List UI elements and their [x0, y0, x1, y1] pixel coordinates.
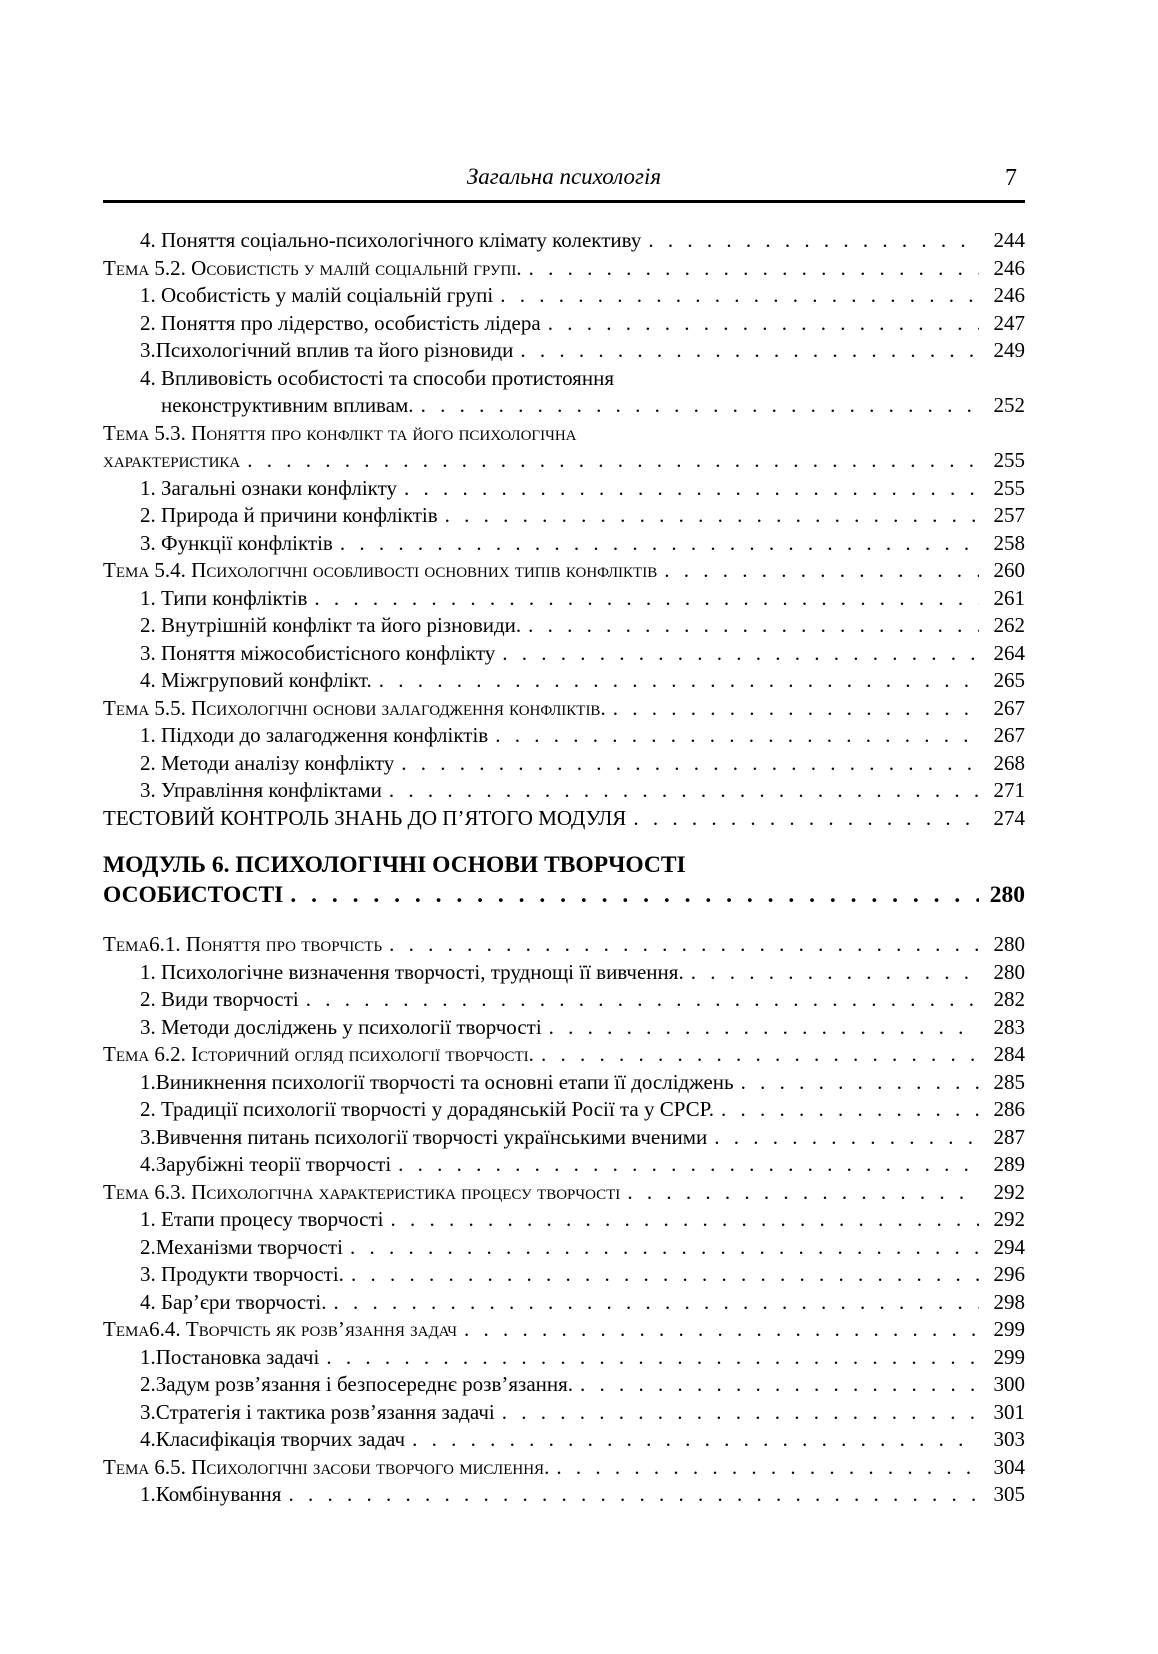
toc-entry-page: 296	[993, 1262, 1025, 1286]
toc-entry-page: 244	[993, 228, 1025, 252]
toc-entry-text: 2. Поняття про лідерство, особистість лідера	[140, 310, 541, 335]
toc-entry-text: 3.Стратегія і тактика розв’язання задачі	[140, 1399, 495, 1424]
toc-entry-page: 247	[993, 310, 1025, 335]
dot-leader	[405, 1426, 979, 1454]
toc-entry-text: 3. Методи досліджень у психології творчості	[140, 1014, 542, 1039]
toc-entry	[103, 392, 1025, 420]
dot-leader	[319, 1344, 979, 1372]
toc-entry	[103, 1234, 1025, 1262]
toc-entry	[103, 805, 1025, 833]
dot-leader	[606, 695, 979, 723]
running-header	[103, 150, 1025, 200]
dot-leader	[657, 557, 979, 585]
toc-entry-page: 264	[993, 640, 1025, 665]
dot-leader	[372, 667, 979, 695]
toc-entry-text: 1. Загальні ознаки конфлікту	[140, 475, 397, 500]
toc-entry-page: 286	[993, 1097, 1025, 1121]
toc-entry	[103, 420, 1025, 448]
toc-entry-text: 2. Природа й причини конфліктів	[140, 503, 438, 527]
toc-entry-text: 1. Особистість у малій соціальній групі	[140, 283, 494, 307]
toc-entry-page: 257	[993, 503, 1025, 527]
dot-leader	[382, 777, 979, 805]
toc-entry-text: 4. Поняття соціально-психологічного клімату колективу	[140, 228, 642, 252]
toc-entry-page: 282	[993, 987, 1025, 1011]
toc-entry-page: 267	[993, 695, 1025, 720]
toc-entry	[103, 667, 1025, 695]
dot-leader	[521, 612, 979, 640]
toc-entry-page: 280	[993, 959, 1025, 984]
toc-entry	[103, 880, 1025, 910]
toc-entry-page: 284	[993, 1042, 1025, 1066]
toc-entry	[103, 255, 1025, 283]
toc-entry-page: 298	[993, 1289, 1025, 1314]
toc-entry-text: характеристика	[103, 448, 241, 472]
toc-entry-text: 3. Продукти творчості.	[140, 1262, 344, 1286]
dot-leader	[488, 722, 979, 750]
toc-entry	[103, 1289, 1025, 1317]
toc-entry-page: 262	[993, 613, 1025, 637]
toc-entry-page: 249	[993, 338, 1025, 362]
dot-leader	[684, 959, 979, 987]
toc-entry-text: Тема6.4. Творчість як розв’язання задач	[103, 1317, 457, 1341]
toc-entry-text: 1.Постановка задачі	[140, 1344, 320, 1369]
toc-entry	[103, 475, 1025, 503]
toc-entry	[103, 1096, 1025, 1124]
dot-leader	[549, 1454, 979, 1482]
toc-entry	[103, 695, 1025, 723]
toc-entry-text: 4.Класифікація творчих задач	[140, 1427, 406, 1451]
toc-entry-page: 289	[993, 1152, 1025, 1176]
toc-entry-text: 2. Внутрішній конфлікт та його різновиди.	[140, 613, 522, 637]
dot-leader	[493, 282, 979, 310]
toc-entry	[103, 1179, 1025, 1207]
toc-entry-text: Тема 6.2. Історичний огляд психології творчості.	[103, 1042, 534, 1066]
toc-entry	[103, 227, 1025, 255]
dot-leader	[438, 502, 979, 530]
dot-leader	[307, 585, 979, 613]
document-page	[103, 0, 1025, 1509]
toc-entry	[103, 612, 1025, 640]
dot-leader	[397, 475, 979, 503]
toc-entry-page: 268	[993, 750, 1025, 775]
toc-entry-page: 255	[993, 448, 1025, 472]
toc-entry-text: ОСОБИСТОСТІ	[103, 882, 284, 908]
toc-entry-page: 294	[993, 1234, 1025, 1259]
table-of-contents	[103, 227, 1025, 1509]
dot-leader	[391, 1151, 979, 1179]
dot-leader	[414, 392, 979, 420]
toc-entry-text: 1. Підходи до залагодження конфліктів	[140, 723, 489, 747]
toc-entry-text: 2. Види творчості	[140, 987, 299, 1011]
dot-leader	[573, 1371, 979, 1399]
toc-entry-page: 265	[993, 668, 1025, 692]
dot-leader	[382, 931, 979, 959]
toc-entry-text: неконструктивним впливам.	[161, 393, 414, 417]
toc-entry-text: 3. Управління конфліктами	[140, 778, 382, 802]
toc-entry-text: Тема 5.5. Психологічні основи залагодження конфліктів.	[103, 695, 606, 720]
toc-entry-page: 305	[993, 1482, 1025, 1506]
toc-entry-text: 1.Комбінування	[140, 1482, 282, 1506]
toc-entry-page: 292	[993, 1207, 1025, 1231]
toc-entry-text: 2.Механізми творчості	[140, 1234, 343, 1259]
toc-entry-text: 3. Функції конфліктів	[140, 530, 333, 555]
toc-entry-text: 1. Психологічне визначення творчості, труднощі її вивчення.	[140, 959, 684, 984]
toc-entry	[103, 1316, 1025, 1344]
toc-entry	[103, 1014, 1025, 1042]
toc-entry-page: 255	[993, 475, 1025, 500]
toc-entry	[103, 1124, 1025, 1152]
toc-entry-page: 252	[993, 393, 1025, 417]
dot-leader	[384, 1206, 980, 1234]
toc-entry-page: 280	[993, 932, 1025, 956]
toc-entry-text: ТЕСТОВИЙ КОНТРОЛЬ ЗНАНЬ ДО П’ЯТОГО МОДУЛЯ	[103, 805, 627, 830]
toc-entry	[103, 282, 1025, 310]
dot-leader	[394, 750, 979, 778]
toc-entry-text: Тема6.1. Поняття про творчість	[103, 932, 383, 956]
toc-entry-text: 1.Виникнення психології творчості та основні етапи її досліджень	[140, 1069, 734, 1094]
toc-entry	[103, 337, 1025, 365]
toc-entry	[103, 1399, 1025, 1427]
toc-entry-page: 299	[993, 1317, 1025, 1341]
dot-leader	[626, 805, 979, 833]
toc-entry	[103, 530, 1025, 558]
toc-entry	[103, 1454, 1025, 1482]
toc-entry-page: 267	[993, 723, 1025, 747]
dot-leader	[343, 1234, 979, 1262]
toc-entry-page: 283	[993, 1014, 1025, 1039]
toc-entry	[103, 959, 1025, 987]
toc-entry-text: 4. Міжгруповий конфлікт.	[140, 668, 372, 692]
toc-entry-page: 300	[993, 1372, 1025, 1396]
toc-entry-page: 280	[989, 882, 1025, 908]
toc-entry	[103, 1151, 1025, 1179]
dot-leader	[495, 1399, 979, 1427]
dot-leader	[714, 1096, 979, 1124]
toc-entry	[103, 931, 1025, 959]
toc-entry	[103, 1206, 1025, 1234]
dot-leader	[707, 1124, 979, 1152]
toc-entry	[103, 1426, 1025, 1454]
toc-entry-text: 2. Традиції психології творчості у дорадянській Росії та у СРСР.	[140, 1097, 714, 1121]
toc-entry-text: 2. Методи аналізу конфлікту	[140, 750, 395, 775]
dot-leader	[534, 1041, 979, 1069]
toc-entry-text: Тема 5.2. Особистість у малій соціальній групі.	[103, 255, 522, 280]
toc-entry	[103, 777, 1025, 805]
dot-leader	[344, 1261, 979, 1289]
toc-entry-page: 271	[993, 778, 1025, 802]
toc-entry-text: 4.Зарубіжні теорії творчості	[140, 1152, 392, 1176]
toc-entry-text: МОДУЛЬ 6. ПСИХОЛОГІЧНІ ОСНОВИ ТВОРЧОСТІ	[103, 852, 686, 878]
dot-leader	[281, 1481, 979, 1509]
toc-entry	[103, 585, 1025, 613]
toc-entry-page: 287	[993, 1124, 1025, 1149]
toc-entry-text: 1. Етапи процесу творчості	[140, 1207, 384, 1231]
dot-leader	[299, 986, 979, 1014]
toc-entry	[103, 1481, 1025, 1509]
dot-leader	[620, 1179, 979, 1207]
toc-entry	[103, 310, 1025, 338]
toc-entry	[103, 502, 1025, 530]
dot-leader	[495, 640, 979, 668]
toc-entry-text: Тема 6.5. Психологічні засоби творчого мислення.	[103, 1454, 550, 1479]
toc-entry-text: 2.Задум розв’язання і безпосереднє розв’язання.	[140, 1372, 574, 1396]
dot-leader	[240, 447, 979, 475]
toc-entry-text: 3.Психологічний вплив та його різновиди	[140, 338, 514, 362]
toc-entry	[103, 986, 1025, 1014]
toc-entry-page: 285	[993, 1069, 1025, 1094]
toc-entry-page: 258	[993, 530, 1025, 555]
toc-entry-page: 274	[993, 805, 1025, 830]
running-header-title: Загальна психологія	[466, 164, 662, 189]
toc-entry	[103, 1041, 1025, 1069]
toc-entry	[103, 447, 1025, 475]
toc-entry	[103, 365, 1025, 393]
toc-entry-text: Тема 5.3. Поняття про конфлікт та його психологічна	[103, 420, 577, 445]
toc-entry-text: 1. Типи конфліктів	[140, 585, 308, 610]
toc-entry-page: 301	[993, 1399, 1025, 1424]
dot-leader	[326, 1289, 979, 1317]
toc-entry-text: 4. Впливовість особистості та способи протистояння	[140, 365, 614, 390]
toc-entry-text: 4. Бар’єри творчості.	[140, 1289, 327, 1314]
toc-entry	[103, 1069, 1025, 1097]
toc-entry	[103, 1344, 1025, 1372]
toc-entry-page: 246	[993, 283, 1025, 307]
toc-entry-page: 304	[993, 1454, 1025, 1479]
page-number: 7	[1005, 165, 1017, 191]
header-rule	[103, 200, 1025, 203]
dot-leader	[542, 1014, 979, 1042]
toc-entry-page: 303	[993, 1427, 1025, 1451]
toc-entry	[103, 1371, 1025, 1399]
toc-entry-page: 246	[993, 255, 1025, 280]
toc-entry	[103, 640, 1025, 668]
dot-leader	[513, 337, 979, 365]
dot-leader	[333, 530, 979, 558]
toc-entry-page: 260	[993, 558, 1025, 582]
toc-entry-page: 292	[993, 1179, 1025, 1204]
dot-leader	[541, 310, 979, 338]
dot-leader	[641, 227, 979, 255]
toc-entry	[103, 557, 1025, 585]
toc-entry	[103, 1261, 1025, 1289]
dot-leader	[283, 880, 979, 910]
toc-entry-text: 3.Вивчення питань психології творчості українськими вченими	[140, 1124, 708, 1149]
toc-entry	[103, 722, 1025, 750]
toc-entry-page: 261	[993, 585, 1025, 610]
dot-leader	[734, 1069, 979, 1097]
toc-entry	[103, 850, 1025, 880]
dot-leader	[457, 1316, 979, 1344]
toc-entry-page: 299	[993, 1344, 1025, 1369]
toc-entry-text: Тема 5.4. Психологічні особливості основних типів конфліктів	[103, 558, 658, 582]
toc-entry-text: 3. Поняття міжособистісного конфлікту	[140, 640, 496, 665]
toc-entry	[103, 750, 1025, 778]
toc-entry-text: Тема 6.3. Психологічна характеристика процесу творчості	[103, 1179, 621, 1204]
dot-leader	[522, 255, 979, 283]
